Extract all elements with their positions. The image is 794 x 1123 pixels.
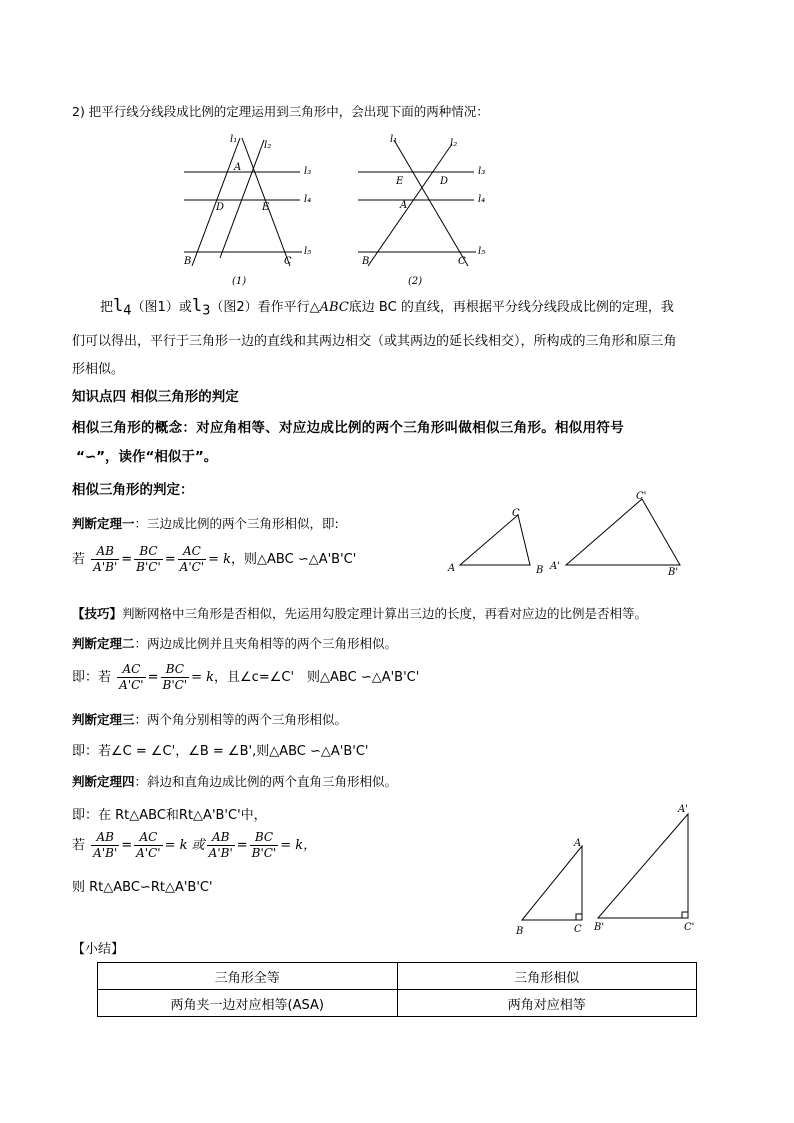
theorem-1-formula: 若 $\frac{AB}{A'B'}$ = $\frac{BC}{B'C'}$ = $\frac{AC}{A'C'}$ = k，则△ABC ∽△A'B'C' (72, 544, 357, 574)
theorem-4-line-1: 即：在 Rt△ABC和Rt△A'B'C'中， (72, 808, 267, 823)
kp4-heading: 知识点四 相似三角形的判定 (72, 389, 239, 405)
theorem-3-label: 判断定理三 (72, 712, 135, 727)
triangle-abc: ABC (319, 300, 349, 315)
fig1-l4-label: l₄ (304, 194, 312, 205)
theorem-1-conclusion: ，则△ABC ∽△A'B'C' (231, 552, 357, 567)
fig1-caption: (1) (232, 276, 247, 287)
ruo-text: 若 (72, 552, 86, 567)
fig1-l2-label: l₂ (264, 140, 272, 151)
ruo-text: 若 (72, 838, 86, 853)
theorem-2-formula: 即：若 $\frac{AC}{A'C'}$ = $\frac{BC}{B'C'}$ = k，且∠c=∠C' 则△ABC ∽△A'B'C' (72, 662, 420, 692)
fig2-point-B: B (362, 256, 370, 267)
theorem-4 (72, 772, 397, 790)
fig2-caption: (2) (408, 276, 423, 287)
theorem-3-formula: 即：若∠C = ∠C'，∠B = ∠B',则△ABC ∽△A'B'C' (72, 744, 369, 759)
fig1-point-C: C (284, 256, 292, 267)
tri2-B-prime: B' (594, 922, 605, 933)
fig2-l1-label: l₁ (390, 134, 398, 145)
tri1-B-prime: B' (668, 567, 679, 578)
para-line-2: 们可以得出，平行于三角形一边的直线和其两边相交（或其两边的延长线相交），所构成的三角形和原三角 (72, 334, 677, 349)
fraction: $\frac{AC}{A'C'}$ (179, 544, 205, 574)
fraction: $\frac{AC}{A'C'}$ (119, 662, 144, 692)
theorem-1-text: ：三边成比例的两个三角形相似，即: (134, 516, 339, 531)
theorem-1 (72, 514, 339, 532)
tip-line (72, 604, 647, 622)
fraction: $\frac{AC}{A'C'}$ (136, 830, 161, 860)
fig2-point-E: E (396, 176, 404, 187)
summary-title: 【小结】 (72, 942, 125, 957)
theorem-1-label: 判断定理一 (72, 516, 135, 531)
kp4-judge-heading: 相似三角形的判定： (72, 482, 194, 498)
fig1-l3-label: l₃ (304, 166, 312, 177)
theorem-4-formula: 若 $\frac{AB}{A'B'}$ = $\frac{AC}{A'C'}$ = k 或 $\frac{AB}{A'B'}$ = $\frac{BC}{B'C'}$ = k， (72, 830, 317, 860)
fig2-point-C: C (458, 256, 466, 267)
fraction: $\frac{BC}{B'C'}$ (136, 544, 161, 574)
fraction: $\frac{AB}{A'B'}$ (208, 830, 233, 860)
table-header-cell: 三角形全等 (98, 963, 398, 990)
tri1-B: B (536, 565, 544, 576)
theorem-2 (72, 634, 397, 652)
fig1-point-B: B (184, 256, 192, 267)
fraction: $\frac{BC}{B'C'}$ (162, 662, 188, 692)
tri2-A-prime: A' (678, 804, 688, 815)
tri2-B: B (516, 926, 524, 937)
l3-symbol: l (191, 296, 203, 316)
tri1-A-prime: A' (550, 561, 560, 572)
para-line-3: 形相似。 (72, 362, 125, 377)
fig2-point-D: D (440, 176, 449, 187)
table-row (98, 963, 697, 990)
l4-subscript: 4 (123, 303, 132, 319)
equals-k: = k (208, 552, 232, 567)
para-text: 底边 BC 的直线，再根据平分线分线段成比例的定理，我 (348, 300, 674, 315)
fig1-point-D: D (216, 202, 225, 213)
parallel-lines-figures (180, 128, 510, 290)
equals-k: = k， (280, 838, 317, 853)
para-text: （图2）看作平行△ (210, 300, 320, 315)
fig1-l5-label: l₅ (304, 246, 312, 257)
fig2-l4-label: l₄ (478, 194, 486, 205)
para-text: （图1）或 (131, 300, 192, 315)
l3-subscript: 3 (202, 303, 211, 319)
tri2-C-prime: C' (684, 922, 695, 933)
theorem-2-text: ：两边成比例并且夹角相等的两个三角形相似。 (134, 636, 398, 651)
table-cell: 两角夹一边对应相等(ASA) (98, 990, 398, 1017)
fraction: $\frac{AB}{A'B'}$ (93, 544, 118, 574)
table-row (98, 990, 697, 1017)
para-text: 把 (100, 300, 114, 315)
intro-line: 2) 把平行线分线段成比例的定理运用到三角形中，会出现下面的两种情况： (72, 104, 489, 119)
right-triangles-figure (508, 800, 708, 940)
kp4-concept-1: 相似三角形的概念：对应角相等、对应边成比例的两个三角形叫做相似三角形。相似用符号 (72, 420, 624, 436)
theorem-4-label: 判断定理四 (72, 774, 135, 789)
theorem-4-text: ：斜边和直角边成比例的两个直角三角形相似。 (134, 774, 398, 789)
para-line-1 (100, 296, 674, 319)
fig1-point-A: A (234, 162, 242, 173)
fig2-l5-label: l₅ (478, 246, 486, 257)
tri1-A: A (448, 563, 456, 574)
fig2-l2-label: l₂ (450, 138, 458, 149)
kp4-concept-2: “∽”，读作“相似于”。 (76, 449, 218, 465)
table-cell: 两角对应相等 (397, 990, 697, 1017)
summary-table (97, 962, 697, 1017)
equals-k-or: = k 或 (164, 838, 205, 853)
tri2-C: C (574, 924, 582, 935)
fraction: $\frac{BC}{B'C'}$ (251, 830, 277, 860)
equals-k: = k (191, 670, 215, 685)
tri1-C-prime: C' (636, 491, 647, 502)
fraction: $\frac{AB}{A'B'}$ (93, 830, 118, 860)
theorem-3-text: ：两个角分别相等的两个三角形相似。 (134, 712, 348, 727)
ji-text: 即：若 (72, 670, 112, 685)
tip-text: 判断网格中三角形是否相似，先运用勾股定理计算出三边的长度，再看对应边的比例是否相等。 (122, 606, 648, 621)
fig1-l1-label: l₁ (230, 134, 238, 145)
similar-triangles-figure (440, 485, 690, 580)
theorem-2-label: 判断定理二 (72, 636, 135, 651)
fig1-point-E: E (262, 202, 270, 213)
tri1-C: C (512, 508, 520, 519)
table-header-cell: 三角形相似 (397, 963, 697, 990)
theorem-3 (72, 710, 347, 728)
theorem-2-conclusion: ，且∠c=∠C' 则△ABC ∽△A'B'C' (214, 670, 420, 685)
fig2-l3-label: l₃ (478, 166, 486, 177)
tri2-A: A (574, 838, 582, 849)
theorem-4-conclusion: 则 Rt△ABC∽Rt△A'B'C' (72, 880, 213, 895)
l4-symbol: l (113, 296, 124, 316)
tip-label: 【技巧】 (72, 606, 123, 621)
fig2-point-A: A (400, 200, 408, 211)
